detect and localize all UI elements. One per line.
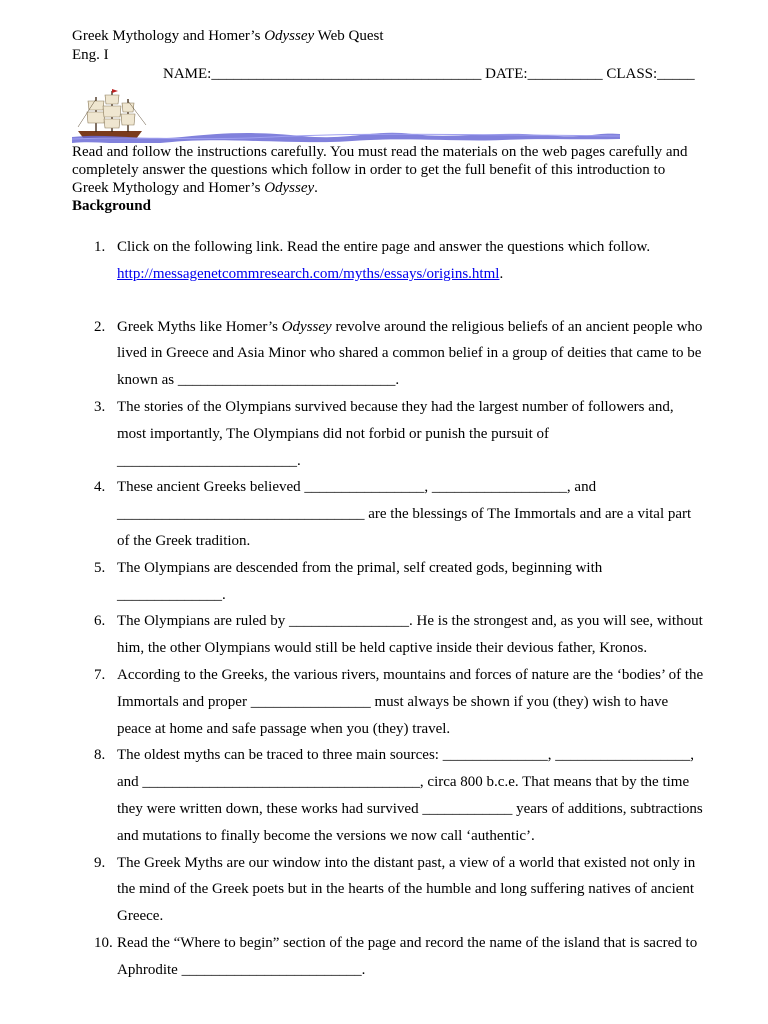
question-number: 8. <box>94 747 106 764</box>
question-text: The Greek Myths are our window into the distant past, a view of a world that existed not only in the mind of the Greek poets but in the hearts of the humble and long suffering natives of ancient Greece. <box>117 854 696 925</box>
worksheet-page <box>72 27 704 984</box>
worksheet-title <box>72 27 704 46</box>
question-number: 9. <box>94 854 106 871</box>
title-text: Greek Mythology and Homer’s <box>72 28 265 44</box>
question-text: The stories of the Olympians survived because they had the largest number of followers and, most importantly, The Olympians did not forbid or punish the pursuit of ________________________. <box>117 398 674 469</box>
title-suffix: Web Quest <box>314 28 384 44</box>
question-item <box>72 394 704 474</box>
question-number: 7. <box>94 666 106 683</box>
question-number: 5. <box>94 559 106 576</box>
sailing-ship-icon <box>78 89 146 139</box>
ship-banner-image <box>72 87 622 143</box>
course-label: Eng. I <box>72 47 109 63</box>
question-number: 3. <box>94 398 106 415</box>
question-number: 1. <box>94 239 106 255</box>
question-text: The oldest myths can be traced to three main sources: ______________, __________________, and _____________________________________, circa 800 b.c.e. That means that by the time they were written down, these works had survived ____________ years of additions, subtractions and mutations to finally become the versions we now call ‘authentic’. <box>117 747 703 844</box>
question-text: The Olympians are descended from the primal, self created gods, beginning with ______________. <box>117 559 603 603</box>
name-date-class-line: NAME:____________________________________ DATE:__________ CLASS:_____ <box>163 66 695 82</box>
question-item <box>72 234 704 288</box>
question-text: According to the Greeks, the various rivers, mountains and forces of nature are the ‘bodies’ of the Immortals and proper ________________ must always be shown if you (they) wish to have peace at home and safe passage when you (they) travel. <box>117 666 704 737</box>
question-item <box>72 662 704 742</box>
origins-link[interactable]: http://messagenetcommresearch.com/myths/essays/origins.html <box>117 265 500 282</box>
question-text: Greek Myths like Homer’s Odyssey revolve around the religious beliefs of an ancient people who lived in Greece and Asia Minor who shared a common belief in a group of deities that came to be known as _____________________________. <box>117 318 703 389</box>
title-italic: Odyssey <box>264 28 315 44</box>
question-item <box>72 474 704 554</box>
instructions-paragraph: Read and follow the instructions carefully. You must read the materials on the web pages carefully and completely answer the questions which follow in order to get the full benefit of this introduction to Greek Mythology and Homer’s Odyssey. <box>72 144 688 196</box>
question-item <box>72 850 704 930</box>
question-number: 4. <box>94 479 106 496</box>
background-heading: Background <box>72 198 151 214</box>
question-item <box>72 742 704 849</box>
question-text: These ancient Greeks believed ________________, __________________, and _________________________________ are the blessings of The Immortals and are a vital part of the Greek tradition. <box>117 479 692 549</box>
question-text: The Olympians are ruled by ________________. He is the strongest and, as you will see, without him, the other Olympians would still be held captive inside their devious father, Kronos. <box>117 613 703 657</box>
question-text: Read the “Where to begin” section of the page and record the name of the island that is sacred to Aphrodite ________________________. <box>117 934 698 978</box>
question-text: Click on the following link. Read the entire page and answer the questions which follow. http://messagenetcommresearch.com/myths/essays/origins.html. <box>117 239 651 282</box>
question-number: 2. <box>94 318 106 335</box>
question-item <box>72 930 704 984</box>
question-number: 6. <box>94 613 106 630</box>
question-item <box>72 555 704 609</box>
question-item <box>72 314 704 394</box>
question-number: 10. <box>94 934 113 951</box>
question-item <box>72 608 704 662</box>
question-list <box>72 234 704 984</box>
